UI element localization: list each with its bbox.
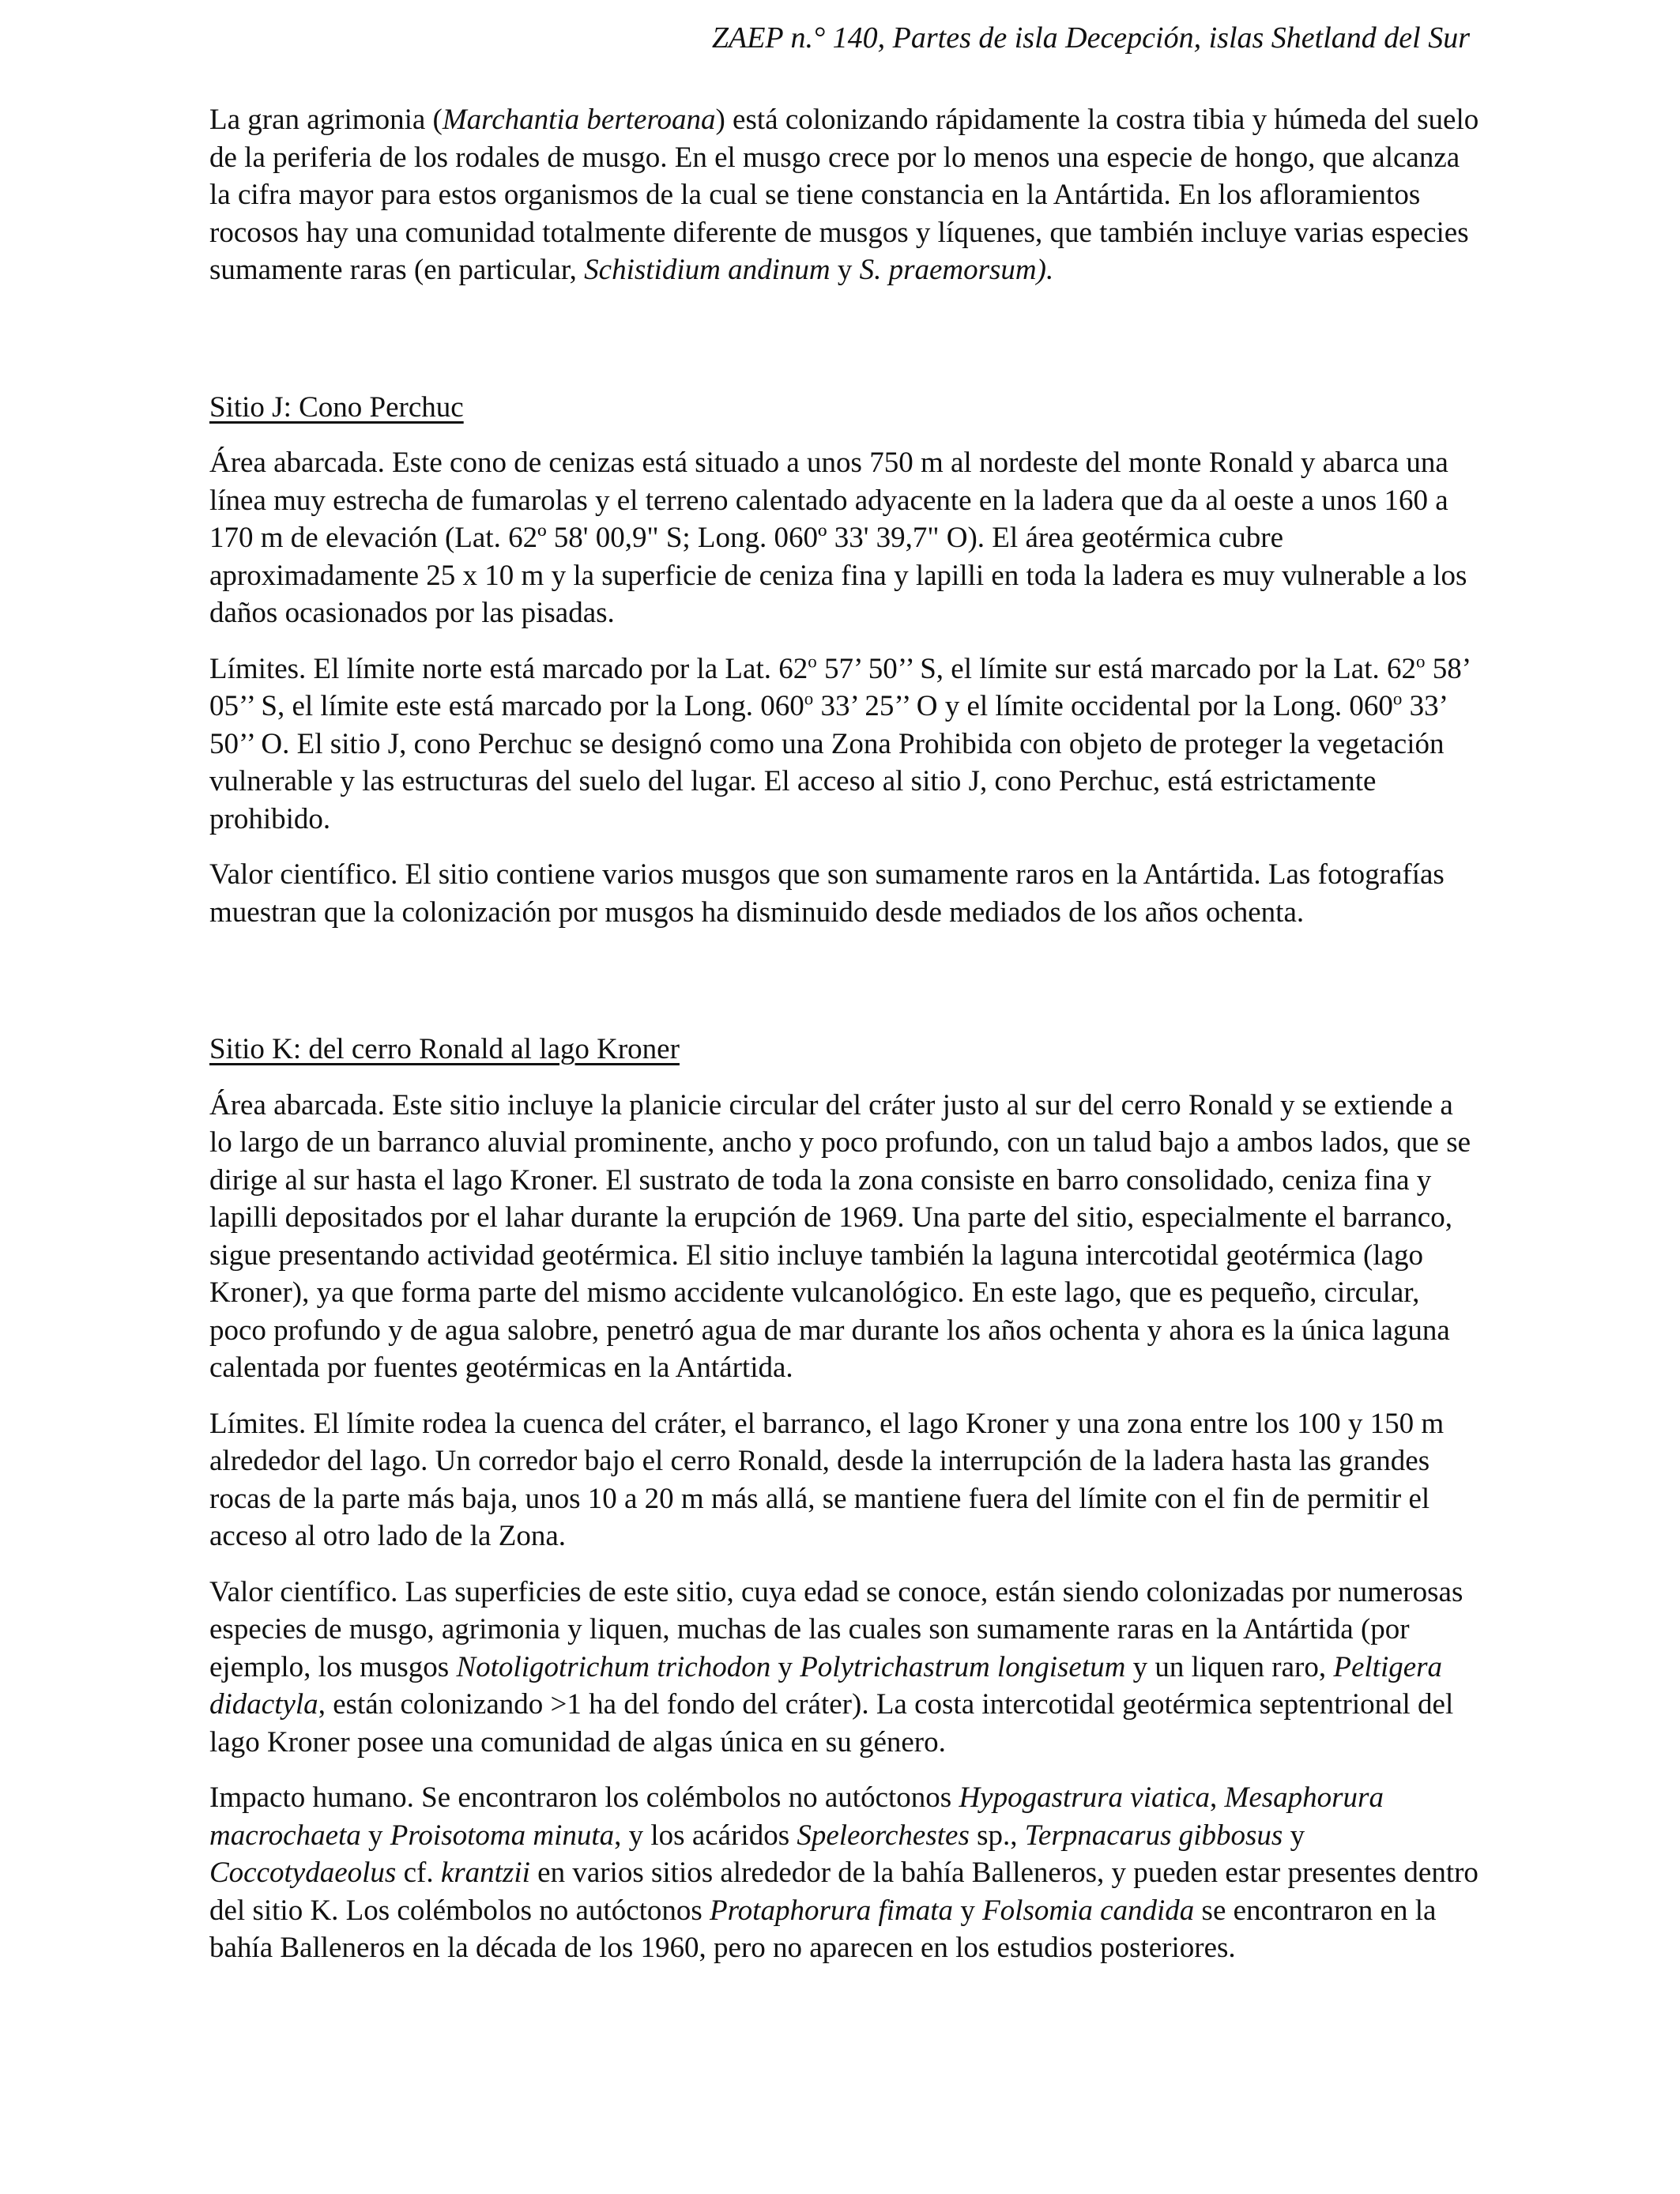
text-run: 33’ 25’’ O y el límite occidental por la Long. 060 — [813, 690, 1393, 722]
section-spacer — [209, 307, 1482, 389]
site-j-heading: Sitio J: Cono Perchuc — [209, 390, 464, 424]
text-run: cf. — [396, 1857, 441, 1889]
site-k-impact-paragraph — [209, 1779, 1482, 1967]
text-run: y — [953, 1894, 983, 1927]
text-run: en varios sitios alrededor de la bahía Balleneros, y pueden estar presentes dentro del sitio K. Los colémbolos no autóctonos — [209, 1857, 1478, 1927]
species-name: Terpnacarus gibbosus — [1024, 1819, 1283, 1852]
text-run: Valor científico. Las superficies de este sitio, cuya edad se conoce, están siendo colonizadas por numerosas especies de musgo, agrimonia y liquen, muchas de las cuales son sumamente raras en la Antártida (por ejemplo, los musgos — [209, 1575, 1463, 1683]
species-name: Hypogastrura viatica — [959, 1781, 1210, 1814]
site-j-value-paragraph: Valor científico. El sitio contiene varios musgos que son sumamente raros en la Antártida. Las fotografías muestran que la colonización por musgos ha disminuido desde mediados de los años ochenta. — [209, 858, 1445, 929]
text-run: 58’ 05’’ S, el límite este está marcado por la Long. 060 — [209, 652, 1470, 722]
site-j-area-paragraph: Área abarcada. Este cono de cenizas está situado a unos 750 m al nordeste del monte Ronald y abarca una línea muy estrecha de fumarolas y el terreno calentado adyacente en la ladera que da al oeste a unos 160 a 170 m de elevación (Lat. 62º 58' 00,9" S; Long. 060º 33' 39,7" O). El área geotérmica cubre aproximadamente 25 x 10 m y la superficie de ceniza fina y lapilli en toda la ladera es muy vulnerable a los daños ocasionados por las pisadas. — [209, 447, 1467, 629]
text-run: Impacto humano. Se encontraron los colémbolos no autóctonos — [209, 1781, 959, 1814]
text-run: Límites. El límite norte está marcado por la Lat. 62 — [209, 652, 808, 685]
species-name: Folsomia candida — [982, 1894, 1195, 1927]
text-run: y — [770, 1650, 800, 1683]
text-run: La gran agrimonia ( — [209, 104, 443, 136]
text-run: y — [360, 1819, 390, 1852]
site-k-value-paragraph — [209, 1574, 1482, 1762]
text-run: 57’ 50’’ S, el límite sur está marcado por la Lat. 62 — [816, 652, 1416, 685]
text-run: y un liquen raro, — [1125, 1650, 1334, 1683]
species-name: Schistidium andinum — [584, 254, 831, 286]
species-name: krantzii — [440, 1857, 530, 1889]
site-k-limits-paragraph: Límites. El límite rodea la cuenca del cráter, el barranco, el lago Kroner y una zona entre los 100 y 150 m alrededor del lago. Un corredor bajo el cerro Ronald, desde la interrupción de la ladera hasta las grandes rocas de la parte más baja, unos 10 a 20 m más allá, se mantiene fuera del límite con el fin de permitir el acceso al otro lado de la Zona. — [209, 1407, 1445, 1552]
text-run: , están colonizando >1 ha del fondo del cráter). La costa intercotidal geotérmica septentrional del lago Kroner posee una comunidad de algas única en su género. — [209, 1688, 1454, 1759]
species-name: Proisotoma minuta — [390, 1819, 615, 1852]
text-run: se encontraron en la bahía Balleneros en la década de los 1960, pero no aparecen en los estudios posteriores. — [209, 1894, 1437, 1964]
text-run: , y los acáridos — [614, 1819, 797, 1852]
text-run: , — [1210, 1781, 1225, 1814]
degree-superscript: o — [1415, 651, 1426, 672]
site-j-limits-paragraph — [209, 650, 1482, 839]
species-name: Polytrichastrum longisetum — [800, 1650, 1126, 1683]
intro-paragraph — [209, 101, 1482, 289]
species-name: Marchantia berteroana — [442, 104, 716, 136]
species-name: S. praemorsum). — [859, 254, 1054, 286]
document-body — [209, 101, 1482, 1985]
degree-superscript: o — [808, 651, 817, 672]
species-name: Notoligotrichum trichodon — [456, 1650, 771, 1683]
section-spacer — [209, 949, 1482, 1031]
text-run: sp., — [969, 1819, 1025, 1852]
species-name: Protaphorura fimata — [710, 1894, 954, 1927]
running-header: ZAEP n.° 140, Partes de isla Decepción, islas Shetland del Sur — [711, 21, 1470, 55]
degree-superscript: o — [1392, 688, 1403, 709]
species-name: Speleorchestes — [797, 1819, 970, 1852]
site-k-area-paragraph: Área abarcada. Este sitio incluye la planicie circular del cráter justo al sur del cerro Ronald y se extiende a lo largo de un barranco aluvial prominente, ancho y poco profundo, con un talud bajo a ambos lados, que se dirige al sur hasta el lago Kroner. El sustrato de toda la zona consiste en barro consolidado, ceniza fina y lapilli depositados por el lahar durante la erupción de 1969. Una parte del sitio, especialmente el barranco, sigue presentando actividad geotérmica. El sitio incluye también la laguna intercotidal geotérmica (lago Kroner), ya que forma parte del mismo accidente vulcanológico. En este lago, que es pequeño, circular, poco profundo y de agua salobre, penetró agua de mar durante los años ochenta y ahora es la única laguna calentada por fuentes geotérmicas en la Antártida. — [209, 1088, 1471, 1384]
site-k-heading: Sitio K: del cerro Ronald al lago Kroner — [209, 1033, 680, 1065]
text-run: y — [830, 254, 860, 286]
species-name: Coccotydaeolus — [209, 1857, 397, 1889]
text-run: y — [1283, 1819, 1305, 1852]
degree-superscript: o — [804, 688, 814, 709]
species-name: Peltigera didactyla — [209, 1650, 1443, 1721]
species-name: Mesaphorura macrochaeta — [209, 1781, 1384, 1852]
text-run: ) está colonizando rápidamente la costra tibia y húmeda del suelo de la periferia de los rodales de musgo. En el musgo crece por lo menos una especie de hongo, que alcanza la cifra mayor para estos organismos de la cual se tiene constancia en la Antártida. En los afloramientos rocosos hay una comunidad totalmente diferente de musgos y líquenes, que también incluye varias especies sumamente raras (en particular, — [209, 104, 1479, 286]
text-run: 33’ 50’’ O. El sitio J, cono Perchuc se designó como una Zona Prohibida con objeto de proteger la vegetación vulnerable y las estructuras del suelo del lugar. El acceso al sitio J, cono Perchuc, está estrictamente prohibido. — [209, 690, 1447, 835]
